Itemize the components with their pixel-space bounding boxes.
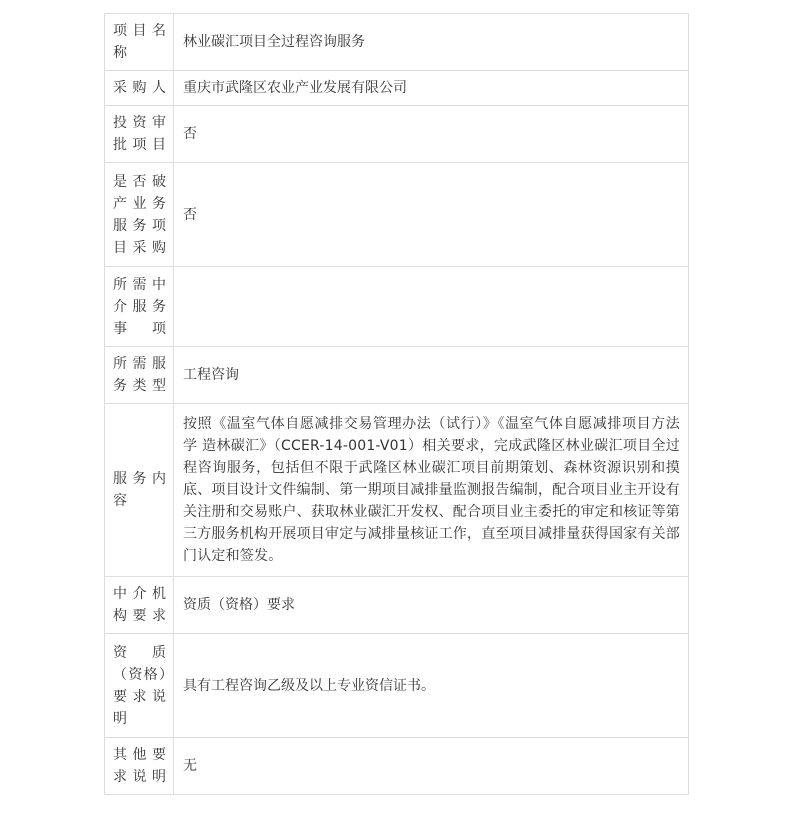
row-value-agency-requirements: 资质（资格）要求 bbox=[174, 577, 689, 634]
row-value-project-name: 林业碳汇项目全过程咨询服务 bbox=[174, 14, 689, 71]
row-label-qualification-description: 资质（资格）要求说明 bbox=[105, 634, 174, 738]
row-label-breaking-industry: 是否破产业务服务项目采购 bbox=[105, 163, 174, 267]
row-value-qualification-description: 具有工程咨询乙级及以上专业资信证书。 bbox=[174, 634, 689, 738]
row-label-purchaser: 采购人 bbox=[105, 71, 174, 106]
table-row bbox=[105, 634, 689, 738]
row-value-purchaser: 重庆市武隆区农业产业发展有限公司 bbox=[174, 71, 689, 106]
row-value-service-content: 按照《温室气体自愿减排交易管理办法（试行）》《温室气体自愿减排项目方法学 造林碳汇》（CCER-14-001-V01）相关要求，完成武隆区林业碳汇项目全过程咨询服务，包括但不限于武隆区林业碳汇项目前期策划、森林资源识别和摸底、项目设计文件编制、第一期项目减排量监测报告编制，配合项目业主开设有关注册和交易账户、获取林业碳汇开发权、配合项目业主委托的审定和核证等第三方服务机构开展项目审定与减排量核证工作，直至项目减排量获得国家有关部门认定和签发。 bbox=[174, 404, 689, 577]
table-row bbox=[105, 577, 689, 634]
row-value-other-requirements: 无 bbox=[174, 738, 689, 795]
project-info-table bbox=[104, 13, 689, 795]
row-label-service-content: 服务内容 bbox=[105, 404, 174, 577]
row-label-intermediary-matters: 所需中介服务事项 bbox=[105, 267, 174, 347]
table-row bbox=[105, 163, 689, 267]
row-label-other-requirements: 其他要求说明 bbox=[105, 738, 174, 795]
row-label-agency-requirements: 中介机构要求 bbox=[105, 577, 174, 634]
table-row bbox=[105, 14, 689, 71]
table-row bbox=[105, 404, 689, 577]
row-value-intermediary-matters bbox=[174, 267, 689, 347]
row-value-investment-approval: 否 bbox=[174, 106, 689, 163]
row-label-service-type: 所需服务类型 bbox=[105, 347, 174, 404]
table-row bbox=[105, 267, 689, 347]
table-row bbox=[105, 347, 689, 404]
row-label-investment-approval: 投资审批项目 bbox=[105, 106, 174, 163]
row-label-project-name: 项目名称 bbox=[105, 14, 174, 71]
table-row bbox=[105, 71, 689, 106]
row-value-breaking-industry: 否 bbox=[174, 163, 689, 267]
table-row bbox=[105, 106, 689, 163]
row-value-service-type: 工程咨询 bbox=[174, 347, 689, 404]
table-row bbox=[105, 738, 689, 795]
